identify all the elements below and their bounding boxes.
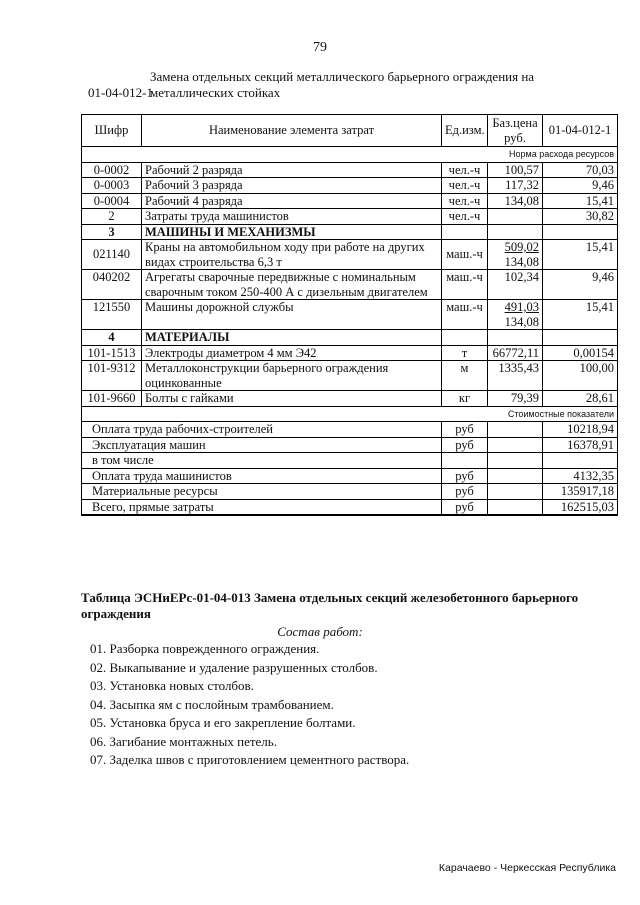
page-footer: Карачаево - Черкесская Республика (438, 862, 616, 874)
summary-row (82, 468, 618, 484)
cost-note: Стоимостные показатели (82, 406, 618, 422)
row-name: Болты с гайками (142, 391, 442, 407)
table-row (82, 240, 618, 270)
row-unit: чел.-ч (442, 178, 488, 194)
row-price: 491,03 (504, 300, 539, 314)
row-unit: кг (442, 391, 488, 407)
table-row (82, 391, 618, 407)
row-value: 30,82 (543, 209, 618, 225)
row-price-secondary: 134,08 (504, 314, 539, 329)
table-row (82, 361, 618, 391)
row-unit: т (442, 345, 488, 361)
row-unit: маш.-ч (442, 300, 488, 330)
row-name: Рабочий 4 разряда (142, 193, 442, 209)
row-price: 102,34 (488, 270, 543, 300)
summary-row (82, 484, 618, 500)
row-value: 15,41 (543, 240, 618, 270)
summary-row (82, 422, 618, 438)
row-unit: м (442, 361, 488, 391)
summary-row (82, 499, 618, 515)
summary-label: Оплата труда рабочих-строителей (82, 422, 442, 438)
summary-row (82, 437, 618, 453)
list-item: 02. Выкапывание и удаление разрушенных столбов. (90, 659, 378, 675)
norm-note: Норма расхода ресурсов (82, 147, 618, 163)
row-name: Краны на автомобильном ходу при работе на других видах строительства 6,3 т (142, 240, 442, 270)
summary-value: 10218,94 (543, 422, 618, 438)
row-value: 9,46 (543, 270, 618, 300)
summary-value: 4132,35 (543, 468, 618, 484)
row-name: Рабочий 3 разряда (142, 178, 442, 194)
row-value: 15,41 (543, 300, 618, 330)
table-code: 01-04-012-1 (88, 85, 153, 100)
row-value: 100,00 (543, 361, 618, 391)
row-unit: маш.-ч (442, 270, 488, 300)
row-code: 021140 (82, 240, 142, 270)
row-price: 1335,43 (488, 361, 543, 391)
summary-unit: руб (442, 468, 488, 484)
next-table-title: Таблица ЭСНиЕРс-01-04-013 Замена отдельных секций железобетонного барьерного ограждения (81, 590, 579, 621)
summary-unit: руб (442, 437, 488, 453)
list-item: 07. Заделка швов с приготовлением цементного раствора. (90, 752, 410, 767)
section-header (82, 330, 618, 346)
row-value: 70,03 (543, 162, 618, 178)
table-row (82, 162, 618, 178)
row-value: 15,41 (543, 193, 618, 209)
page-number: 79 (313, 40, 327, 55)
table-row (82, 345, 618, 361)
row-code: 101-1513 (82, 345, 142, 361)
summary-unit: руб (442, 484, 488, 500)
list-item: 04. Засыпка ям с послойным трамбованием. (90, 696, 334, 712)
row-unit: чел.-ч (442, 209, 488, 225)
row-value: 0,00154 (543, 345, 618, 361)
row-code: 0-0003 (82, 178, 142, 194)
summary-unit: руб (442, 499, 488, 515)
row-name: Затраты труда машинистов (142, 209, 442, 225)
row-code: 040202 (82, 270, 142, 300)
summary-label: Всего, прямые затраты (82, 499, 442, 515)
row-unit: чел.-ч (442, 193, 488, 209)
row-code: 101-9660 (82, 391, 142, 407)
summary-value: 135917,18 (543, 484, 618, 500)
table-title-line2: металлических стойках (150, 85, 281, 100)
summary-label: в том числе (82, 453, 442, 469)
list-item: 03. Установка новых столбов. (90, 678, 254, 693)
table-row (82, 270, 618, 300)
list-item: 06. Загибание монтажных петель. (90, 733, 277, 749)
row-code: 0-0002 (82, 162, 142, 178)
col-header-unit: Ед.изм. (442, 115, 488, 147)
table-title-line1: Замена отдельных секций металлического барьерного ограждения на (150, 69, 535, 84)
row-price: 79,39 (488, 391, 543, 407)
row-price-secondary: 134,08 (504, 254, 539, 269)
summary-value: 16378,91 (543, 437, 618, 453)
col-header-norm: 01-04-012-1 (543, 115, 618, 147)
row-price: 134,08 (488, 193, 543, 209)
section-name: МАШИНЫ И МЕХАНИЗМЫ (142, 224, 442, 240)
section-code: 4 (82, 330, 142, 346)
table-row (82, 178, 618, 194)
resource-table (81, 114, 618, 516)
table-row (82, 209, 618, 225)
row-name: Машины дорожной службы (142, 300, 442, 330)
row-unit: чел.-ч (442, 162, 488, 178)
row-code: 121550 (82, 300, 142, 330)
col-header-code: Шифр (82, 115, 142, 147)
works-subtitle: Состав работ: (277, 624, 363, 639)
row-unit: маш.-ч (442, 240, 488, 270)
row-name: Агрегаты сварочные передвижные с номинальным сварочным током 250-400 А с дизельным двигателем (142, 270, 442, 300)
table-row (82, 300, 618, 330)
col-header-price: Баз.цена руб. (488, 115, 543, 147)
row-value: 9,46 (543, 178, 618, 194)
row-price: 117,32 (488, 178, 543, 194)
row-code: 0-0004 (82, 193, 142, 209)
works-list (90, 640, 409, 770)
row-price: 509,02 (504, 240, 539, 254)
list-item: 01. Разборка поврежденного ограждения. (90, 641, 320, 656)
summary-value: 162515,03 (543, 499, 618, 515)
summary-label: Оплата труда машинистов (82, 468, 442, 484)
row-code: 2 (82, 209, 142, 225)
section-name: МАТЕРИАЛЫ (142, 330, 442, 346)
summary-label: Материальные ресурсы (82, 484, 442, 500)
col-header-name: Наименование элемента затрат (142, 115, 442, 147)
list-item: 05. Установка бруса и его закрепление болтами. (90, 715, 356, 730)
section-header (82, 224, 618, 240)
row-price: 66772,11 (488, 345, 543, 361)
summary-row (82, 453, 618, 469)
row-price: 100,57 (488, 162, 543, 178)
table-row (82, 193, 618, 209)
row-name: Металлоконструкции барьерного ограждения оцинкованные (142, 361, 442, 391)
row-price (488, 209, 543, 225)
row-value: 28,61 (543, 391, 618, 407)
row-code: 101-9312 (82, 361, 142, 391)
summary-label: Эксплуатация машин (82, 437, 442, 453)
row-name: Рабочий 2 разряда (142, 162, 442, 178)
summary-unit: руб (442, 422, 488, 438)
row-name: Электроды диаметром 4 мм Э42 (142, 345, 442, 361)
section-code: 3 (82, 224, 142, 240)
